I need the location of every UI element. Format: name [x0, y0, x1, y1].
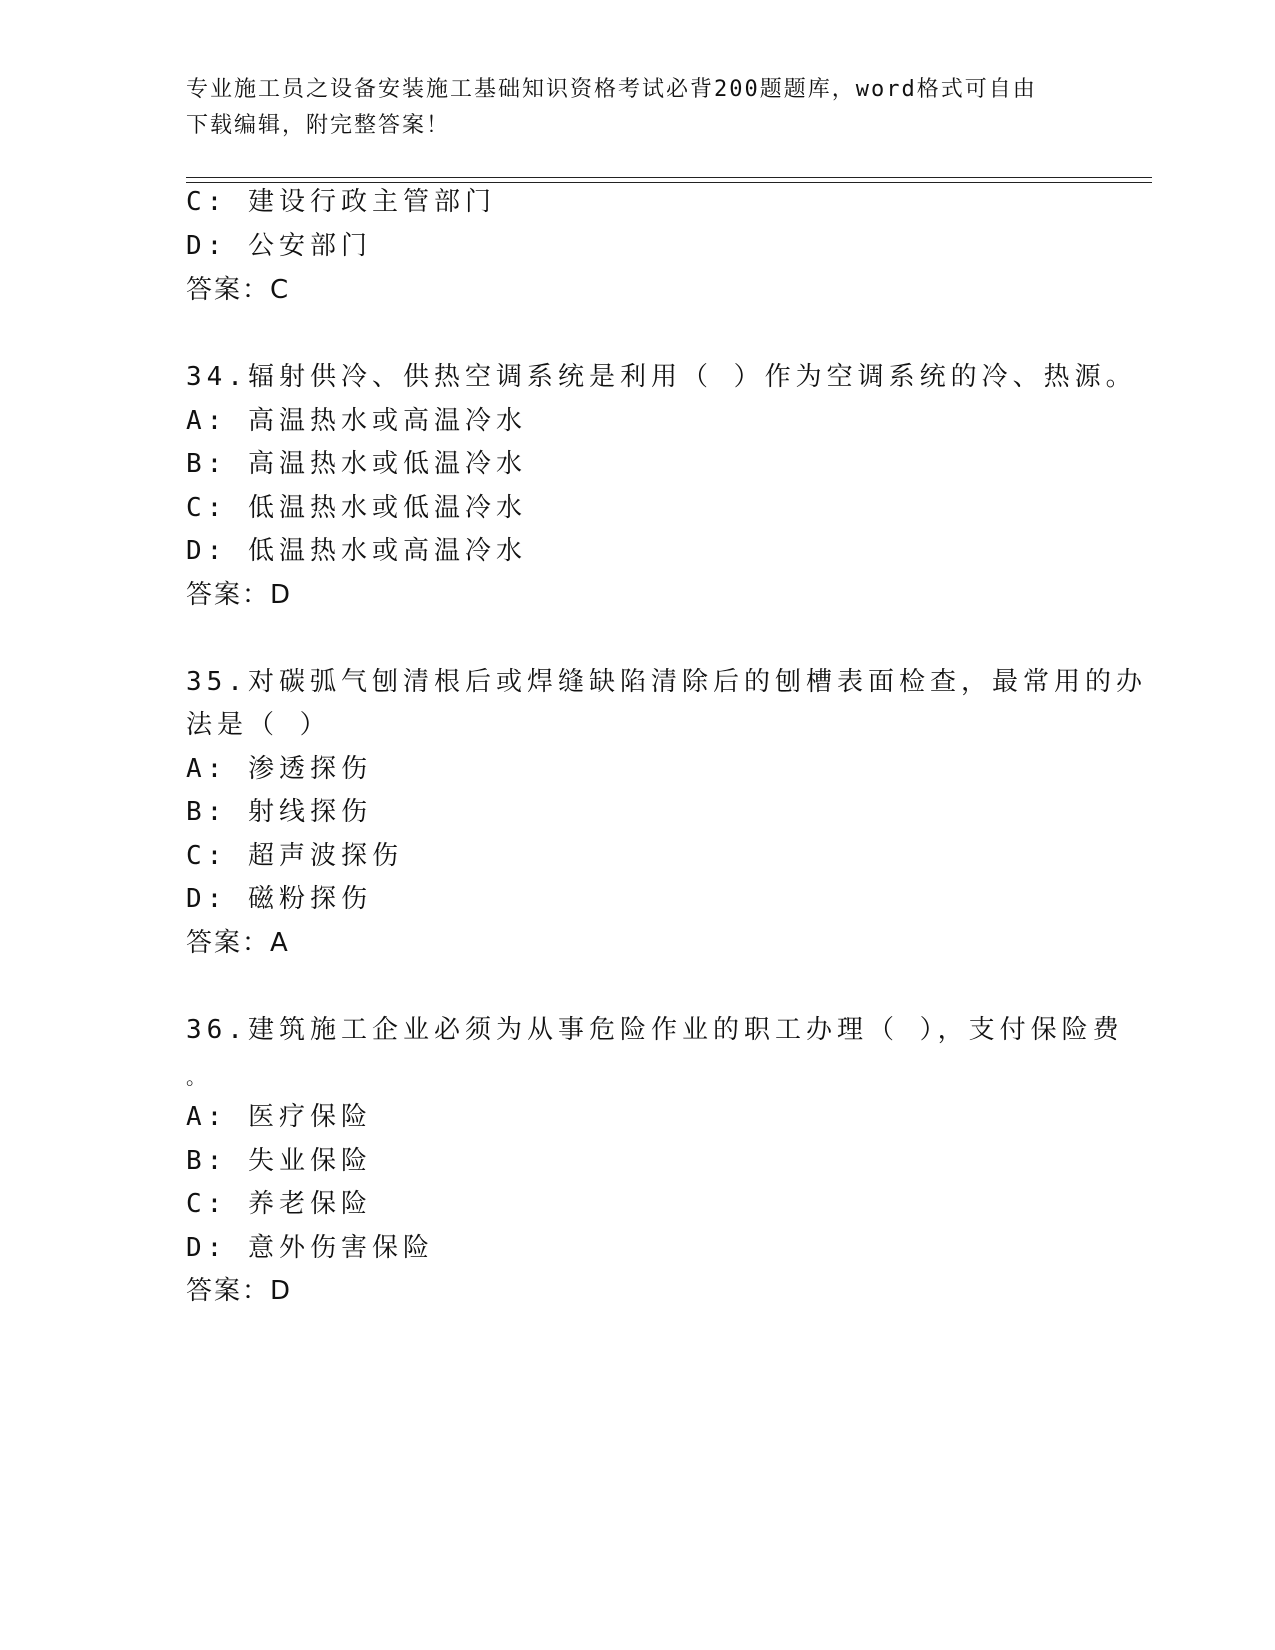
header-divider-top — [186, 177, 1152, 178]
q34-option-b: B: 高温热水或低温冷水 — [186, 449, 527, 479]
q35-option-c: C: 超声波探伤 — [186, 841, 403, 871]
q36-option-a: A: 医疗保险 — [186, 1102, 372, 1132]
q35-option-b: B: 射线探伤 — [186, 797, 372, 827]
q34-answer: 答案：D — [186, 580, 293, 610]
prev-option-d: D: 公安部门 — [186, 231, 372, 261]
q35-option-a: A: 渗透探伤 — [186, 754, 372, 784]
q35-option-d: D: 磁粉探伤 — [186, 884, 372, 914]
q36-stem-line-1: 36.建筑施工企业必须为从事危险作业的职工办理（ ），支付保险费 — [186, 1015, 1124, 1045]
q34-option-c: C: 低温热水或低温冷水 — [186, 493, 527, 523]
q34-option-d: D: 低温热水或高温冷水 — [186, 536, 527, 566]
q36-option-b: B: 失业保险 — [186, 1146, 372, 1176]
q35-answer: 答案：A — [186, 928, 290, 958]
q36-option-d: D: 意外伤害保险 — [186, 1233, 434, 1263]
q35-stem-line-1: 35.对碳弧气刨清根后或焊缝缺陷清除后的刨槽表面检查，最常用的办 — [186, 667, 1147, 697]
header-line-2: 下载编辑，附完整答案！ — [186, 113, 451, 138]
q34-stem: 34.辐射供冷、供热空调系统是利用（ ）作为空调系统的冷、热源。 — [186, 362, 1137, 392]
header-line-1: 专业施工员之设备安装施工基础知识资格考试必背200题题库，word格式可自由 — [186, 77, 1037, 102]
q34-option-a: A: 高温热水或高温冷水 — [186, 406, 527, 436]
prev-option-c: C: 建设行政主管部门 — [186, 187, 496, 217]
document-header — [186, 72, 1066, 144]
q35-stem-line-2: 法是（ ） — [186, 710, 331, 740]
prev-answer: 答案：C — [186, 275, 291, 305]
q36-option-c: C: 养老保险 — [186, 1189, 372, 1219]
header-divider-bottom — [186, 182, 1152, 183]
q36-stem-line-2: 。 — [186, 1065, 211, 1089]
q36-answer: 答案：D — [186, 1276, 293, 1306]
